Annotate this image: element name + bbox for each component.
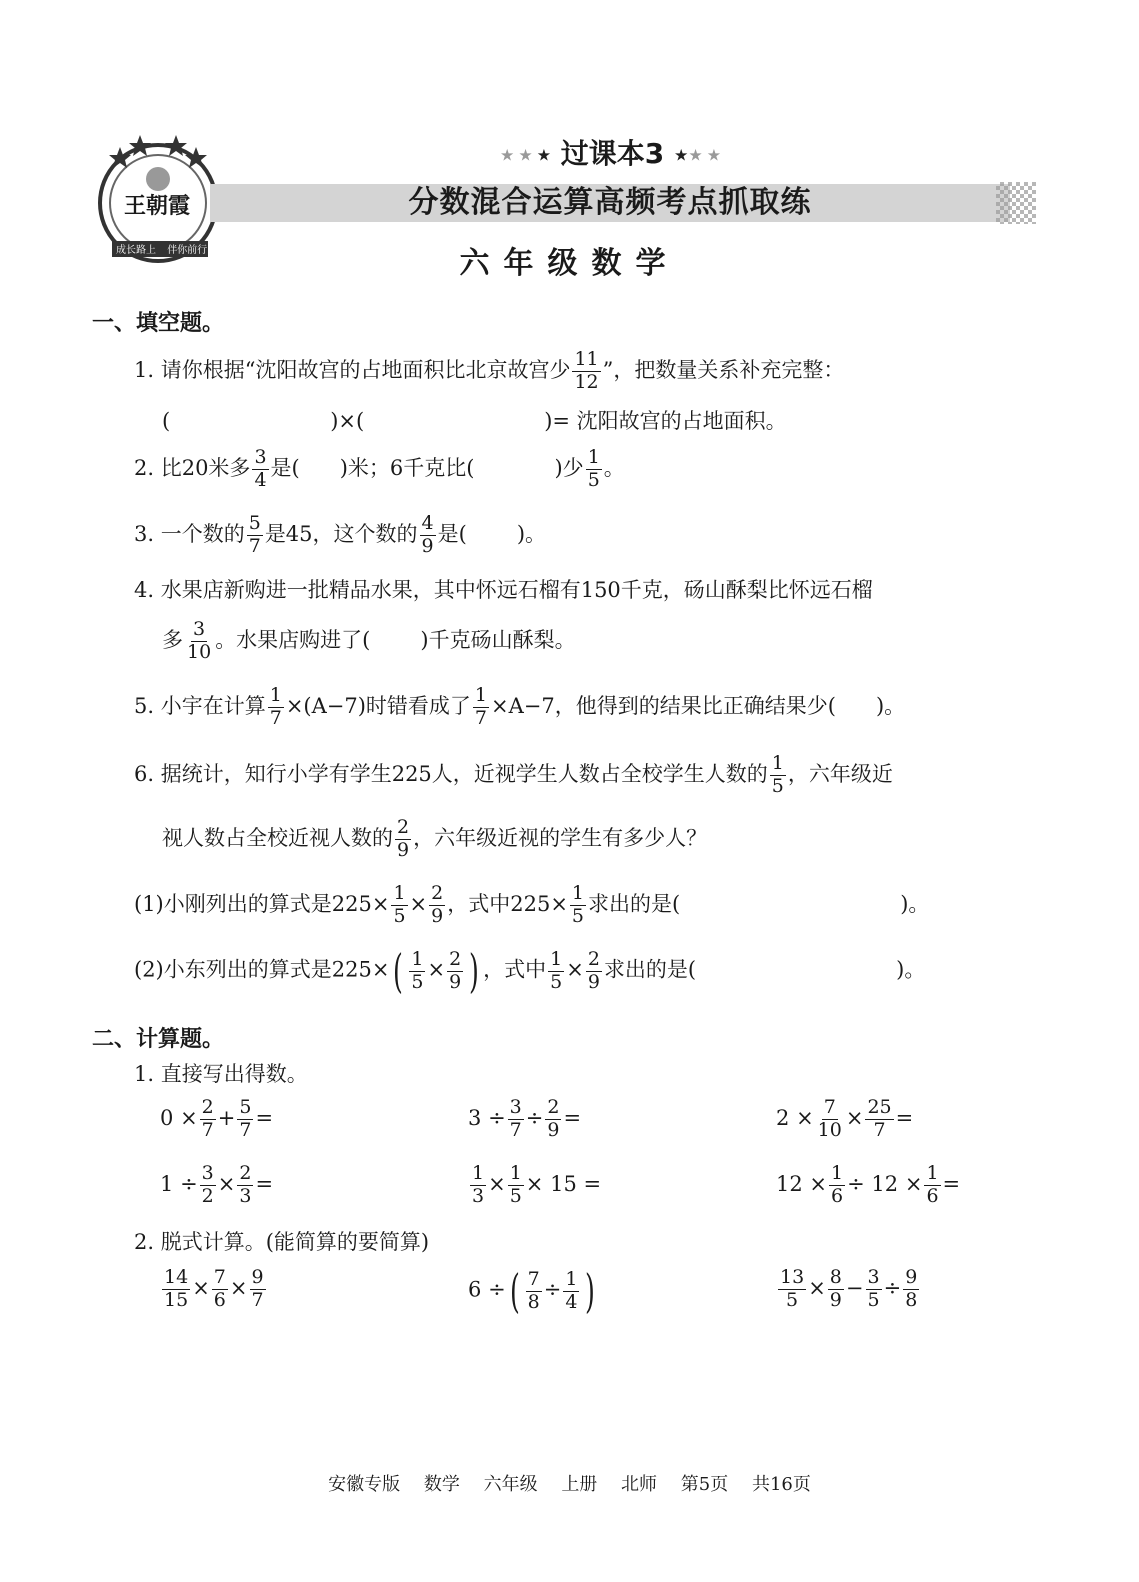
- q6-2-text: 求出的是(: [603, 957, 697, 982]
- q6-2-text: (2)小东列出的算式是225×: [134, 957, 390, 982]
- expression: [468, 1264, 599, 1318]
- q3-text: 是45，这个数的: [264, 521, 418, 546]
- badge: [500, 132, 760, 172]
- expression-token: 12: [871, 1171, 899, 1196]
- numerator: 9: [251, 1266, 264, 1288]
- expression-token: 3: [468, 1105, 482, 1130]
- fraction: [924, 1164, 940, 1207]
- denominator: 9: [397, 838, 410, 861]
- denominator: 9: [587, 970, 600, 993]
- expression-token: ×: [488, 1171, 506, 1196]
- fraction: [162, 1268, 190, 1311]
- denominator: 5: [393, 904, 406, 927]
- fraction: [250, 1268, 266, 1311]
- expression: [468, 1164, 601, 1207]
- numerator: 1: [411, 947, 424, 970]
- expression-token: ÷: [488, 1105, 506, 1130]
- question-6-part-2: [134, 944, 926, 998]
- expression-token: =: [895, 1105, 914, 1130]
- numerator: 5: [248, 512, 261, 534]
- q6-1-text: )。: [900, 891, 930, 916]
- expression-token: 2: [776, 1105, 790, 1130]
- footer-page-total: 共16页: [751, 1474, 811, 1495]
- numerator: 3: [201, 1162, 214, 1184]
- fraction: [508, 1164, 524, 1207]
- denominator: 10: [817, 1118, 842, 1141]
- fraction: [865, 1098, 893, 1141]
- denominator: 5: [786, 1288, 799, 1311]
- denominator: 4: [565, 1290, 578, 1313]
- denominator: 5: [509, 1184, 522, 1207]
- numerator: 7: [527, 1267, 540, 1290]
- fraction: [816, 1098, 844, 1141]
- denominator: 9: [431, 904, 444, 927]
- expression-token: ×: [192, 1275, 210, 1300]
- left-paren: (: [393, 944, 404, 998]
- numerator: 5: [239, 1096, 252, 1118]
- expression-token: 1: [160, 1171, 174, 1196]
- expression: [468, 1098, 581, 1141]
- denominator: 5: [771, 774, 784, 797]
- expression-token: ×: [904, 1171, 923, 1196]
- footer-page-number: 第5页: [680, 1474, 729, 1495]
- numerator: 3: [193, 618, 206, 640]
- numerator: 1: [926, 1162, 939, 1184]
- fraction: [586, 947, 602, 993]
- fraction: [778, 1268, 806, 1311]
- numerator: 1: [550, 947, 563, 970]
- denominator: 6: [926, 1184, 939, 1207]
- denominator: 7: [474, 706, 488, 729]
- fraction: [268, 686, 284, 729]
- q2-text: 。: [603, 455, 625, 480]
- expression-token: 6: [468, 1277, 482, 1302]
- fraction: [586, 448, 602, 491]
- section-heading-fill-blank: 一、填空题。: [92, 311, 225, 336]
- denominator: 5: [550, 970, 563, 993]
- q5-text: )。: [875, 693, 906, 718]
- fraction: [545, 1098, 561, 1141]
- footer-grade: 六年级: [483, 1474, 538, 1495]
- expression-token: ÷: [847, 1171, 865, 1196]
- fraction: [903, 1268, 919, 1311]
- question-1: [134, 350, 844, 393]
- numerator: 1: [771, 752, 784, 774]
- footer-volume: 上册: [561, 1474, 598, 1495]
- denominator: 7: [201, 1118, 214, 1141]
- logo-name: 王朝霞: [124, 193, 191, 219]
- footer-edition: 安徽专版: [328, 1474, 401, 1495]
- fraction: [237, 1098, 253, 1141]
- expression: [160, 1268, 268, 1311]
- expression-token: ×: [809, 1171, 828, 1196]
- numerator: 2: [397, 816, 410, 838]
- fraction: [252, 448, 268, 491]
- q6-text: 6. 据统计，知行小学有学生225人，近视学生人数占全校学生人数的: [134, 761, 768, 786]
- q6-text: ，六年级近: [787, 761, 893, 786]
- expression-token: ÷: [883, 1275, 902, 1300]
- q2-text: 2. 比20米多: [134, 455, 251, 480]
- denominator: 6: [213, 1288, 226, 1311]
- numerator: 1: [472, 1162, 485, 1184]
- denominator: 6: [831, 1184, 844, 1207]
- subsection-step-calculation: 2. 脱式计算。(能简算的要简算): [134, 1230, 430, 1254]
- numerator: 2: [449, 947, 462, 970]
- q6-1-text: ，式中225×: [447, 891, 568, 916]
- denominator: 15: [164, 1288, 189, 1311]
- numerator: 1: [393, 882, 406, 904]
- expression-token: ÷: [543, 1277, 562, 1302]
- times-op: ×: [409, 891, 428, 916]
- fraction: [828, 1268, 844, 1311]
- numerator: 2: [201, 1096, 214, 1118]
- q3-text: 3. 一个数的: [134, 521, 245, 546]
- times-op: ×: [427, 957, 446, 982]
- q3-text: 是(: [437, 521, 467, 546]
- q4-text: 。水果店购进了(: [215, 627, 371, 652]
- numerator: 2: [431, 882, 444, 904]
- denominator: 9: [829, 1288, 842, 1311]
- fraction: [200, 1164, 216, 1207]
- q2-text: 是(: [270, 455, 300, 480]
- page-footer: [0, 1470, 1139, 1496]
- expression-token: =: [942, 1171, 961, 1196]
- paren: (: [509, 1264, 520, 1318]
- denominator: 3: [472, 1184, 485, 1207]
- denominator: 7: [239, 1118, 252, 1141]
- numerator: 9: [905, 1266, 918, 1288]
- numerator: 1: [587, 446, 600, 468]
- page-title: 分数混合运算高频考点抓取练: [408, 185, 812, 220]
- q2-text: )少: [554, 455, 584, 480]
- blank-mid: )×(: [330, 409, 365, 433]
- question-4-line2: [162, 620, 576, 663]
- fraction: [563, 1267, 579, 1313]
- expression-token: 0: [160, 1105, 174, 1130]
- fraction: [770, 754, 786, 797]
- fraction: [473, 686, 489, 729]
- numerator: 1: [571, 882, 585, 904]
- denominator: 5: [571, 904, 585, 927]
- q6-2-text: ，式中: [483, 957, 547, 982]
- numerator: 2: [547, 1096, 560, 1118]
- expression-token: =: [563, 1105, 582, 1130]
- fraction: [526, 1267, 542, 1313]
- expression-token: ×: [229, 1275, 248, 1300]
- expression-token: ×: [796, 1105, 814, 1130]
- denominator: 7: [251, 1288, 264, 1311]
- numerator: 2: [587, 947, 600, 970]
- numerator: 2: [239, 1162, 252, 1184]
- expression: [776, 1268, 921, 1311]
- q3-text: )。: [516, 521, 547, 546]
- expression-token: =: [255, 1171, 274, 1196]
- logo-tagline-right: 伴你前行: [167, 245, 208, 256]
- denominator: 3: [239, 1184, 252, 1207]
- denominator: 7: [269, 706, 282, 729]
- expression-token: ÷: [180, 1171, 198, 1196]
- fraction: [200, 1098, 216, 1141]
- denominator: 7: [509, 1118, 522, 1141]
- fraction: [470, 1164, 486, 1207]
- question-3: [134, 514, 546, 557]
- q2-text: )米；6千克比(: [339, 455, 475, 480]
- q1-text: ”，把数量关系补充完整：: [602, 357, 845, 382]
- section-heading-calculation: 二、计算题。: [92, 1027, 225, 1052]
- denominator: 8: [905, 1288, 918, 1311]
- denominator: 5: [587, 468, 600, 491]
- blank-end: )= 沈阳故宫的占地面积。: [544, 409, 787, 433]
- numerator: 1: [831, 1162, 844, 1184]
- blank-open: (: [162, 409, 171, 433]
- question-5: [134, 686, 905, 729]
- fraction: [409, 947, 425, 993]
- fraction: [508, 1098, 524, 1141]
- fraction: [395, 818, 411, 861]
- expression-token: ×: [845, 1105, 864, 1130]
- page-subtitle: 六年级数学: [459, 246, 680, 281]
- logo-tagline-left: 成长路上: [116, 245, 156, 256]
- fraction: [572, 350, 600, 393]
- expression-token: +: [217, 1105, 236, 1130]
- q6-1-text: 求出的是(: [588, 891, 681, 916]
- q4-text: )千克砀山酥梨。: [420, 627, 576, 652]
- star-icon: ★★: [500, 145, 537, 165]
- q6-text: 视人数占全校近视人数的: [162, 825, 393, 850]
- expression-token: ×: [808, 1275, 826, 1300]
- expression-token: 12: [776, 1171, 803, 1196]
- denominator: 2: [201, 1184, 214, 1207]
- expression-token: ×: [180, 1105, 198, 1130]
- expression: [160, 1098, 273, 1141]
- denominator: 7: [248, 534, 261, 557]
- paren: ): [585, 1264, 596, 1318]
- question-4-line1: 4. 水果店新购进一批精品水果，其中怀远石榴有150千克，砀山酥梨比怀远石榴: [134, 578, 873, 602]
- fraction: [548, 947, 564, 993]
- fraction: [866, 1268, 882, 1311]
- numerator: 1: [565, 1267, 578, 1290]
- q5-text: 5. 小宇在计算: [134, 693, 266, 718]
- fraction: [570, 884, 586, 927]
- fraction: [447, 947, 463, 993]
- q1-text: 1. 请你根据“沈阳故宫的占地面积比北京故宫少: [134, 357, 571, 382]
- denominator: 7: [873, 1118, 886, 1141]
- q6-1-text: (1)小刚列出的算式是225×: [134, 891, 390, 916]
- numerator: 3: [867, 1266, 880, 1288]
- denominator: 5: [867, 1288, 880, 1311]
- q5-text: ×(A−7)时错看成了: [285, 693, 471, 718]
- numerator: 4: [421, 512, 434, 534]
- denominator: 5: [411, 970, 424, 993]
- numerator: 14: [164, 1266, 189, 1288]
- fraction: [420, 514, 436, 557]
- question-6-line1: [134, 754, 893, 797]
- numerator: 1: [269, 684, 282, 706]
- footer-subject: 数学: [423, 1474, 460, 1495]
- q5-text: ×A−7，他得到的结果比正确结果少(: [491, 693, 836, 718]
- star-icon: ★★: [688, 145, 726, 165]
- fraction: [429, 884, 445, 927]
- numerator: 1: [509, 1162, 522, 1184]
- fraction: [212, 1268, 228, 1311]
- denominator: 9: [449, 970, 462, 993]
- badge-text: 过课本3: [560, 137, 665, 170]
- expression-token: 15: [550, 1171, 577, 1196]
- denominator: 10: [187, 640, 212, 663]
- numerator: 25: [867, 1096, 892, 1118]
- expression: [160, 1164, 273, 1207]
- expression: [776, 1098, 913, 1141]
- numerator: 1: [474, 684, 488, 706]
- numerator: 11: [574, 348, 599, 370]
- times-op: ×: [566, 957, 584, 982]
- question-6-part-1: [134, 884, 929, 927]
- subsection-direct-answers: 1. 直接写出得数。: [134, 1062, 308, 1086]
- q4-text: 多: [162, 627, 183, 652]
- fraction: [237, 1164, 253, 1207]
- fraction: [247, 514, 263, 557]
- q6-text: ，六年级近视的学生有多少人？: [413, 825, 708, 850]
- expression-token: −: [845, 1275, 864, 1300]
- denominator: 8: [527, 1290, 540, 1313]
- numerator: 7: [823, 1096, 836, 1118]
- question-1-blank-line: [162, 411, 787, 432]
- question-6-line2: [162, 818, 707, 861]
- expression: [776, 1164, 960, 1207]
- numerator: 3: [509, 1096, 522, 1118]
- right-paren: ): [469, 944, 480, 998]
- fraction: [829, 1164, 845, 1207]
- numerator: 7: [213, 1266, 226, 1288]
- question-2: [134, 448, 625, 491]
- expression-token: ×: [217, 1171, 236, 1196]
- denominator: 9: [547, 1118, 560, 1141]
- denominator: 9: [421, 534, 434, 557]
- fraction: [185, 620, 213, 663]
- expression-token: ×: [525, 1171, 544, 1196]
- expression-token: ÷: [525, 1105, 544, 1130]
- numerator: 3: [254, 446, 267, 468]
- denominator: 12: [574, 370, 599, 393]
- star-icon: ★: [674, 145, 689, 165]
- denominator: 4: [254, 468, 267, 491]
- expression-token: =: [255, 1105, 274, 1130]
- expression-token: ÷: [488, 1277, 506, 1302]
- numerator: 13: [780, 1266, 805, 1288]
- footer-publisher: 北师: [621, 1474, 658, 1495]
- expression-token: =: [583, 1171, 602, 1196]
- q6-2-text: )。: [896, 957, 926, 982]
- numerator: 8: [829, 1266, 842, 1288]
- fraction: [391, 884, 407, 927]
- star-icon: ★: [536, 145, 552, 165]
